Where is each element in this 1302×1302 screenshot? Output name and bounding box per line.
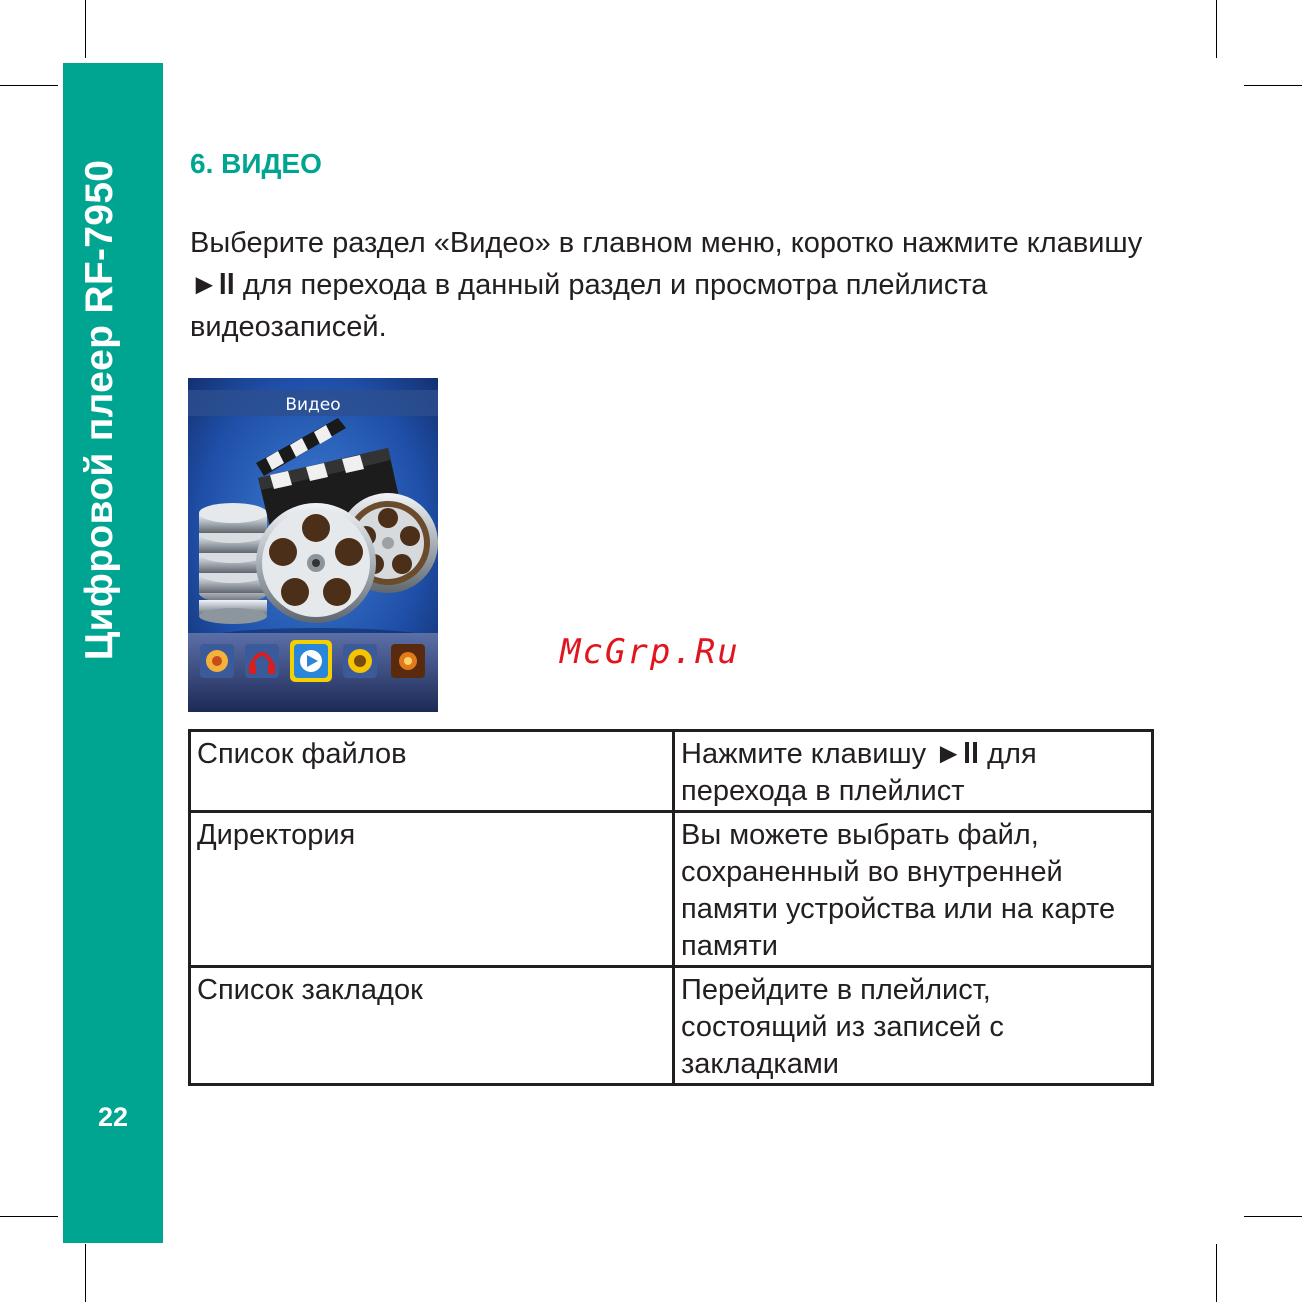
table-cell-desc: Перейдите в плейлист, состоящий из записей с закладками [674,967,1153,1085]
table-row [190,812,1153,967]
intro-text: Выберите раздел «Видео» в главном меню, коротко нажмите клавишу [190,227,1143,259]
intro-text: для перехода в данный раздел и просмотра плейлиста видеозаписей. [190,269,988,343]
video-icon [290,640,332,682]
table-cell-desc [674,731,1153,812]
side-title: Цифровой плеер RF-7950 [78,159,121,661]
cell-text: Нажмите клавишу [681,738,935,770]
table-cell-desc: Вы можете выбрать файл, сохраненный во внутренней памяти устройства или на карте памяти [674,812,1153,967]
photo-icon [343,644,377,678]
section-title: 6. ВИДЕО [190,148,322,179]
crop-mark [85,0,86,58]
crop-mark [0,85,58,86]
crop-mark [1216,0,1217,58]
headphones-icon [245,644,279,678]
settings-icon [200,644,234,678]
table-row [190,967,1153,1085]
feature-table [188,729,1154,1086]
watermark: McGrp.Ru [560,632,740,672]
table-cell-name: Директория [190,812,674,967]
table-cell-name: Список файлов [190,731,674,812]
device-screen-title: Видео [285,395,341,415]
table-cell-name: Список закладок [190,967,674,1085]
crop-mark [0,1216,58,1217]
record-icon [391,644,425,678]
intro-paragraph [190,222,1150,348]
play-pause-symbol: ►ll [934,738,980,770]
crop-mark [1244,1216,1302,1217]
cell-text: для перехода в плейлист [681,738,1037,807]
page-number: 22 [97,1102,129,1132]
crop-mark [1244,85,1302,86]
play-pause-symbol: ►ll [190,269,235,301]
crop-mark [85,1244,86,1302]
table-row [190,731,1153,812]
device-screen-image [188,378,438,712]
crop-mark [1216,1244,1217,1302]
